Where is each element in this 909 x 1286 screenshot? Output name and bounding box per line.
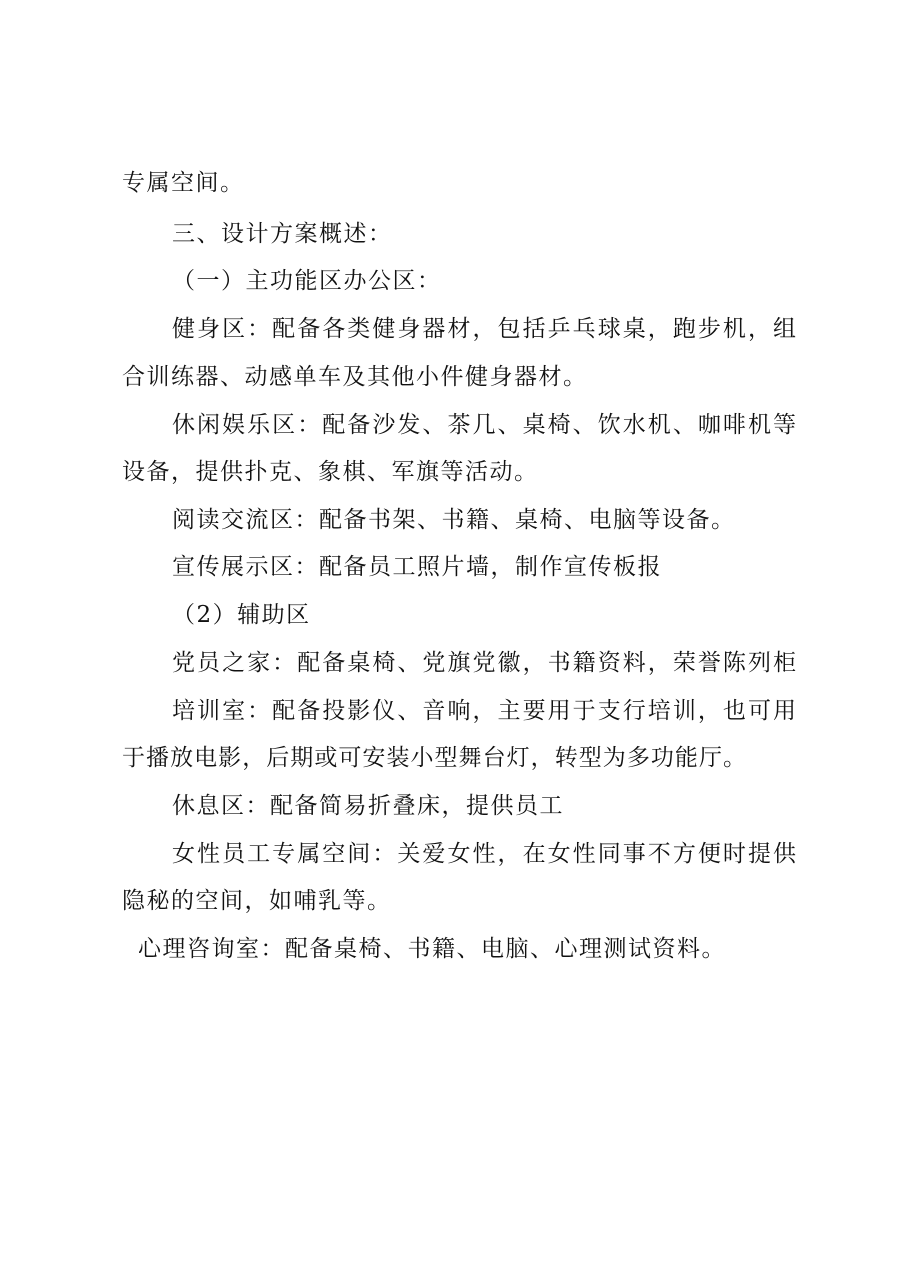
text-line: 设备，提供扑克、象棋、军旗等活动。 — [122, 459, 539, 485]
subsection-heading: （一）主功能区办公区： — [172, 268, 442, 294]
text-line: 培训室：配备投影仪、音响，主要用于支行培训，也可用 — [172, 698, 796, 724]
text-line: 隐秘的空间，如哺乳等。 — [122, 888, 392, 914]
text-line: 休闲娱乐区：配备沙发、茶几、桌椅、饮水机、咖啡机等 — [172, 412, 796, 438]
text-line: 心理咨询室：配备桌椅、书籍、电脑、心理测试资料。 — [138, 936, 726, 962]
text-line: 宣传展示区：配备员工照片墙，制作宣传板报 — [172, 554, 662, 580]
text-line: 党员之家：配备桌椅、党旗党徽，书籍资料，荣誉陈列柜 — [172, 650, 796, 676]
text-line: 健身区：配备各类健身器材，包括乒乓球桌，跑步机，组 — [172, 316, 796, 342]
text-line: 合训练器、动感单车及其他小件健身器材。 — [122, 364, 588, 390]
text-line: 于播放电影，后期或可安装小型舞台灯，转型为多功能厅。 — [122, 745, 746, 771]
text-line: 休息区：配备简易折叠床，提供员工 — [172, 793, 564, 819]
text-line: 专属空间。 — [122, 170, 245, 196]
subsection-heading: （2）辅助区 — [172, 602, 311, 628]
text-line: 阅读交流区：配备书架、书籍、桌椅、电脑等设备。 — [172, 507, 736, 533]
section-heading: 三、设计方案概述： — [172, 221, 393, 247]
text-line: 女性员工专属空间：关爱女性，在女性同事不方便时提供 — [172, 841, 796, 867]
